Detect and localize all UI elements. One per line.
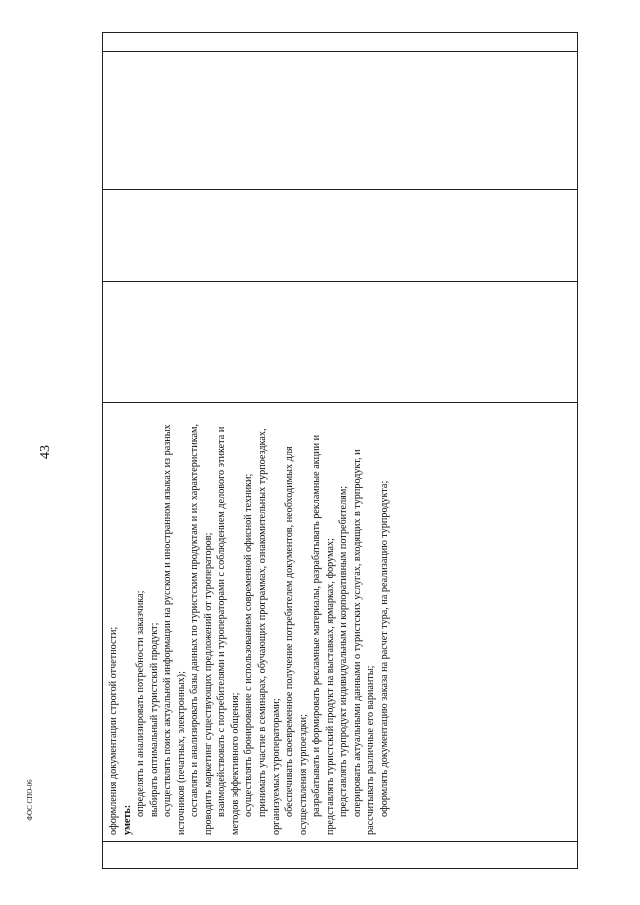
footer-form-code: ФОС СПО-06 <box>26 779 34 821</box>
table-cell-empty <box>103 52 578 190</box>
skill-line: обеспечивать своевременное получение потребителем документов, необходимых для осуществления турпоездки; <box>284 446 309 835</box>
table-cell-empty-first <box>103 842 578 869</box>
skill-line: определять и анализировать потребности заказчика; <box>135 590 147 817</box>
competency-table <box>102 32 578 869</box>
skill-line: разрабатывать и формировать рекламные материалы, разрабатывать рекламные акции и представлять туристский продукт на выставках, ярмарках, форумах; <box>311 434 336 835</box>
skill-line: составлять и анализировать базы данных по туристским продуктам и их характеристикам, проводить маркетинг существующих предложений от туроператоров; <box>189 423 214 835</box>
table-cell-skills <box>103 403 578 842</box>
table-cell-empty <box>103 190 578 282</box>
table-row <box>103 33 578 869</box>
cell-intro: оформления документации строгой отчетности; <box>108 626 119 835</box>
skill-line: осуществлять бронирование с использованием современной офисной техники; <box>243 473 255 817</box>
skill-line: принимать участие в семинарах, обучающих программах, ознакомительных турпоездках, организуемых туроператорами; <box>257 428 282 835</box>
skill-line: выбирать оптимальный туристский продукт; <box>148 622 160 817</box>
skill-line: оформлять документацию заказа на расчет тура, на реализацию турпродукта; <box>378 480 390 817</box>
skills-heading: уметь: <box>121 804 133 835</box>
skill-line: представлять турпродукт индивидуальным и корпоративным потребителям; <box>338 485 350 817</box>
page-number: 43 <box>38 445 53 459</box>
table-cell-empty-last <box>103 33 578 52</box>
skill-line: оперировать актуальными данными о туристских услугах, входящих в турпродукт, и рассчитывать различные его варианты; <box>351 449 377 835</box>
rotated-table <box>102 33 578 869</box>
skill-line: взаимодействовать с потребителями и туроператорами с соблюдением делового этикета и методов эффективного общения; <box>216 426 241 835</box>
skill-line: осуществлять поиск актуальной информации на русском и иностранном языках из разных источников (печатных, электронных); <box>162 424 187 835</box>
table-cell-empty <box>103 282 578 403</box>
